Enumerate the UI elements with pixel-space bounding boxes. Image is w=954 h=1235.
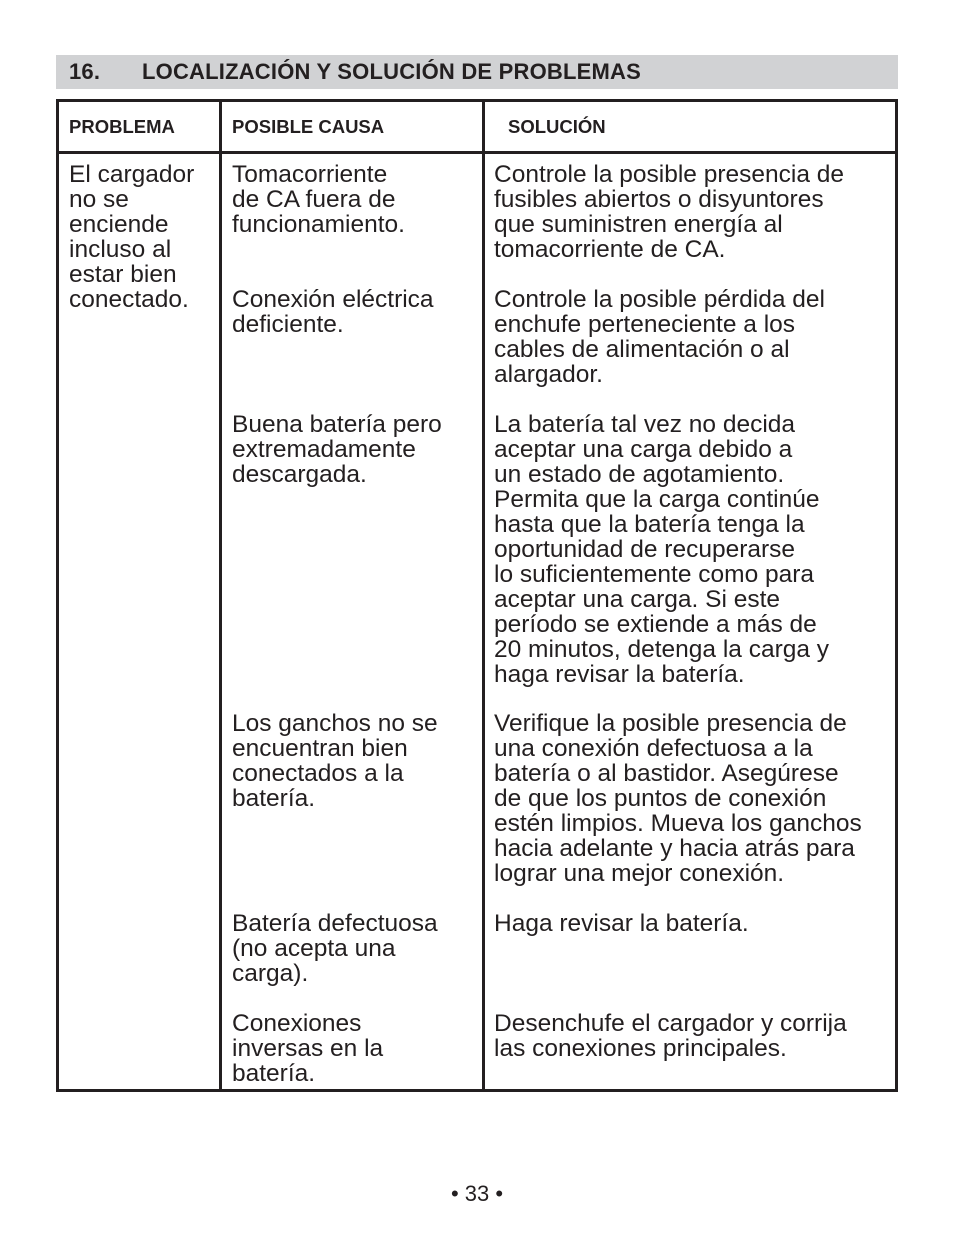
column-divider [219, 102, 222, 1089]
troubleshooting-table [56, 99, 898, 1092]
solution-cell: La batería tal vez no decida aceptar una carga debido a un estado de agotamiento. Permita que la carga continúe hasta que la batería tenga la oportunidad de recuperarse lo suficientemente como para aceptar una carga. Si este período se extiende a más de 20 minutos, detenga la carga y haga revisar la batería. [494, 411, 830, 688]
cause-cell: Conexión eléctrica deficiente. [232, 286, 434, 338]
solution-cell: Controle la posible presencia de fusibles abiertos o disyuntores que suministren energía al tomacorriente de CA. [494, 161, 845, 263]
cause-cell: Tomacorriente de CA fuera de funcionamiento. [232, 161, 405, 238]
page-number: • 33 • [450, 1181, 504, 1206]
column-divider [482, 102, 485, 1089]
header-solution: SOLUCIÓN [508, 115, 606, 137]
section-number: 16. [69, 59, 101, 84]
solution-cell: Verifique la posible presencia de una conexión defectuosa a la batería o al bastidor. Asegúrese de que los puntos de conexión estén limpios. Mueva los ganchos hacia adelante y hacia atrás para lograr una mejor conexión. [494, 710, 862, 887]
header-cause: POSIBLE CAUSA [232, 115, 385, 137]
section-heading [56, 55, 898, 89]
solution-cell: Desenchufe el cargador y corrija las conexiones principales. [494, 1010, 847, 1062]
cause-cell: Buena batería pero extremadamente descargada. [232, 411, 442, 488]
problem-cell: El cargador no se enciende incluso al estar bien conectado. [69, 161, 195, 313]
table-header-row [59, 102, 895, 154]
solution-cell: Controle la posible pérdida del enchufe perteneciente a los cables de alimentación o al alargador. [494, 286, 825, 388]
section-title: LOCALIZACIÓN Y SOLUCIÓN DE PROBLEMAS [142, 59, 641, 84]
cause-cell: Los ganchos no se encuentran bien conectados a la batería. [232, 710, 438, 812]
cause-cell: Batería defectuosa (no acepta una carga). [232, 910, 438, 987]
solution-cell: Haga revisar la batería. [494, 910, 749, 937]
cause-cell: Conexiones inversas en la batería. [232, 1010, 384, 1087]
header-problem: PROBLEMA [69, 115, 175, 137]
